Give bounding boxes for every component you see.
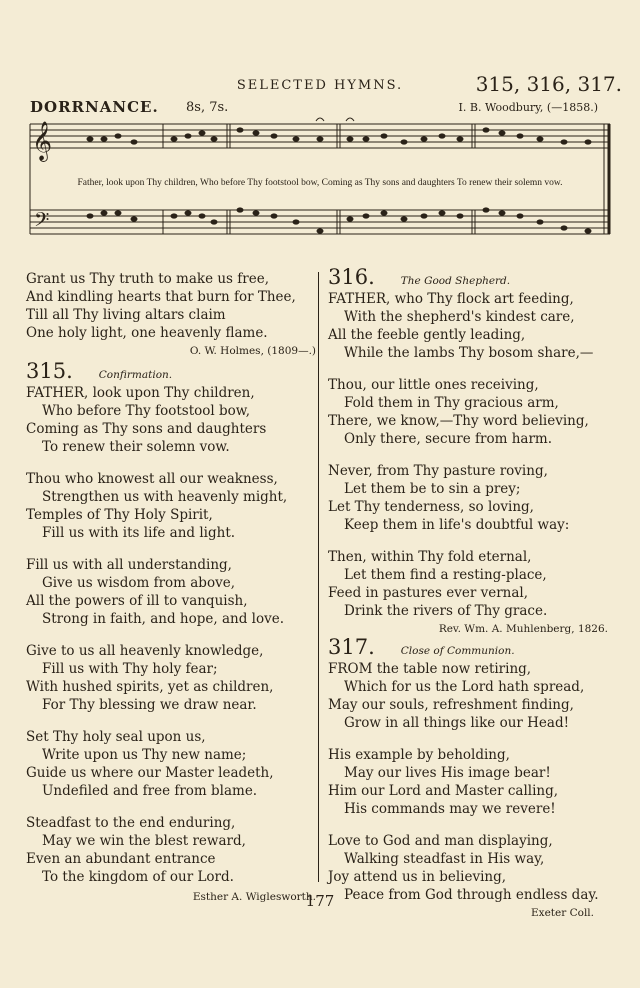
verse-line: All the feeble gently leading, <box>328 327 526 343</box>
verse-line: Fill us with Thy holy fear; <box>42 661 218 677</box>
tune-meter: 8s, 7s. <box>186 100 229 115</box>
verse-line: Grant us Thy truth to make us free, <box>26 271 269 287</box>
hymn-315-stanza-2 <box>26 470 316 542</box>
attribution-exeter: Exeter Coll. <box>531 907 594 919</box>
verse-line: His commands may we revere! <box>344 801 556 817</box>
hymn-number: 316. <box>328 265 375 289</box>
running-head: SELECTED HYMNS. <box>236 78 404 93</box>
verse-line: Temples of Thy Holy Spirit, <box>26 507 213 523</box>
verse-line: Peace from God through endless day. <box>344 887 599 903</box>
verse-line: FROM the table now retiring, <box>328 661 532 677</box>
attribution-holmes: O. W. Holmes, (1809—.) <box>189 345 316 357</box>
verse-line: To the kingdom of our Lord. <box>42 869 234 885</box>
tune-underlay: Father, look upon Thy children, Who before Thy footstool bow, Coming as Thy sons and daughters To renew their solemn vow. <box>77 178 563 188</box>
verse-line: May our lives His image bear! <box>344 765 551 781</box>
verse-line: Thou who knowest all our weakness, <box>26 471 278 487</box>
verse-line: Undefiled and free from blame. <box>42 783 258 799</box>
verse-line: Let them be to sin a prey; <box>344 481 521 497</box>
verse-line: With the shepherd's kindest care, <box>344 309 575 325</box>
verse-line: Give to us all heavenly knowledge, <box>26 643 264 659</box>
hymn-315-stanza-5 <box>26 728 316 800</box>
verse-line: And kindling hearts that burn for Thee, <box>26 289 296 305</box>
right-column <box>328 265 618 922</box>
verse-line: Let them find a resting-place, <box>344 567 547 583</box>
verse-line: Grow in all things like our Head! <box>344 715 570 731</box>
verse-line: With hushed spirits, yet as children, <box>26 679 274 695</box>
verse-line: Even an abundant entrance <box>26 851 216 867</box>
tune-composer: I. B. Woodbury, (—1858.) <box>458 101 598 114</box>
bass-clef-icon: 𝄢 <box>34 208 50 236</box>
verse-line: All the powers of ill to vanquish, <box>26 593 248 609</box>
verse-line: Love to God and man displaying, <box>328 833 553 849</box>
verse-line: Only there, secure from harm. <box>344 431 552 447</box>
verse-line: There, we know,—Thy word believing, <box>328 413 589 429</box>
verse-line: Strengthen us with heavenly might, <box>42 489 288 505</box>
hymn-315-heading <box>26 359 316 384</box>
hymn-subtitle: The Good Shepherd. <box>400 275 511 287</box>
verse-line: Write upon us Thy new name; <box>42 747 247 763</box>
verse-line: Guide us where our Master leadeth, <box>26 765 274 781</box>
verse-line: Give us wisdom from above, <box>42 575 235 591</box>
verse-line: FATHER, who Thy flock art feeding, <box>328 291 574 307</box>
hymn-317-heading <box>328 635 618 660</box>
verse-line: Set Thy holy seal upon us, <box>26 729 206 745</box>
hymn-316-heading <box>328 265 618 290</box>
hymn-315-stanza-3 <box>26 556 316 628</box>
verse-line: May we win the blest reward, <box>42 833 246 849</box>
treble-clef-icon: 𝄞 <box>32 121 53 161</box>
hymn-317-stanza-2 <box>328 746 618 818</box>
verse-line: Feed in pastures ever vernal, <box>328 585 529 601</box>
hymn-315-stanza-6 <box>26 814 316 886</box>
hymn-316-stanza-1 <box>328 290 618 362</box>
verse-line: Fill us with all understanding, <box>26 557 232 573</box>
verse-line: Then, within Thy fold eternal, <box>328 549 532 565</box>
continuation-stanza <box>26 270 316 342</box>
hymn-subtitle: Confirmation. <box>98 369 173 381</box>
verse-line: Strong in faith, and hope, and love. <box>42 611 284 627</box>
verse-line: Keep them in life's doubtful way: <box>344 517 570 533</box>
hymn-317-stanza-1 <box>328 660 618 732</box>
hymn-number: 317. <box>328 635 375 659</box>
attribution-muhlenberg: Rev. Wm. A. Muhlenberg, 1826. <box>438 623 608 635</box>
tune-name: DORRNANCE. <box>30 98 159 116</box>
verse-line: Drink the rivers of Thy grace. <box>344 603 548 619</box>
verse-line: His example by beholding, <box>328 747 510 763</box>
verse-line: For Thy blessing we draw near. <box>42 697 257 713</box>
hymn-316-stanza-4 <box>328 548 618 620</box>
verse-line: FATHER, look upon Thy children, <box>26 385 255 401</box>
verse-line: Thou, our little ones receiving, <box>328 377 539 393</box>
hymn-315-stanza-1 <box>26 384 316 456</box>
fermata-icon <box>316 118 354 121</box>
verse-line: Till all Thy living altars claim <box>26 307 226 323</box>
left-column <box>26 270 316 906</box>
hymn-number: 315. <box>26 359 73 383</box>
verse-line: Steadfast to the end enduring, <box>26 815 236 831</box>
verse-line: Who before Thy footstool bow, <box>42 403 251 419</box>
verse-line: To renew their solemn vow. <box>42 439 230 455</box>
hymn-316-stanza-2 <box>328 376 618 448</box>
verse-line: Which for us the Lord hath spread, <box>344 679 585 695</box>
verse-line: May our souls, refreshment finding, <box>328 697 574 713</box>
hymn-315-stanza-4 <box>26 642 316 714</box>
page-folio: 177 <box>305 892 335 910</box>
hymn-subtitle: Close of Communion. <box>400 645 515 657</box>
verse-line: Never, from Thy pasture roving, <box>328 463 548 479</box>
verse-line: Fold them in Thy gracious arm, <box>344 395 559 411</box>
hymn-316-stanza-3 <box>328 462 618 534</box>
verse-line: Joy attend us in believing, <box>328 869 507 885</box>
page-numbers: 315, 316, 317. <box>475 72 622 96</box>
bass-notes <box>87 207 592 233</box>
verse-line: Walking steadfast in His way, <box>344 851 545 867</box>
verse-line: One holy light, one heavenly flame. <box>26 325 268 341</box>
attribution-wiglesworth: Esther A. Wiglesworth. <box>192 891 316 903</box>
verse-line: Let Thy tenderness, so loving, <box>328 499 534 515</box>
verse-line: While the lambs Thy bosom share,— <box>344 345 594 361</box>
column-divider <box>318 272 319 882</box>
verse-line: Him our Lord and Master calling, <box>328 783 559 799</box>
verse-line: Fill us with its life and light. <box>42 525 236 541</box>
verse-line: Coming as Thy sons and daughters <box>26 421 267 437</box>
